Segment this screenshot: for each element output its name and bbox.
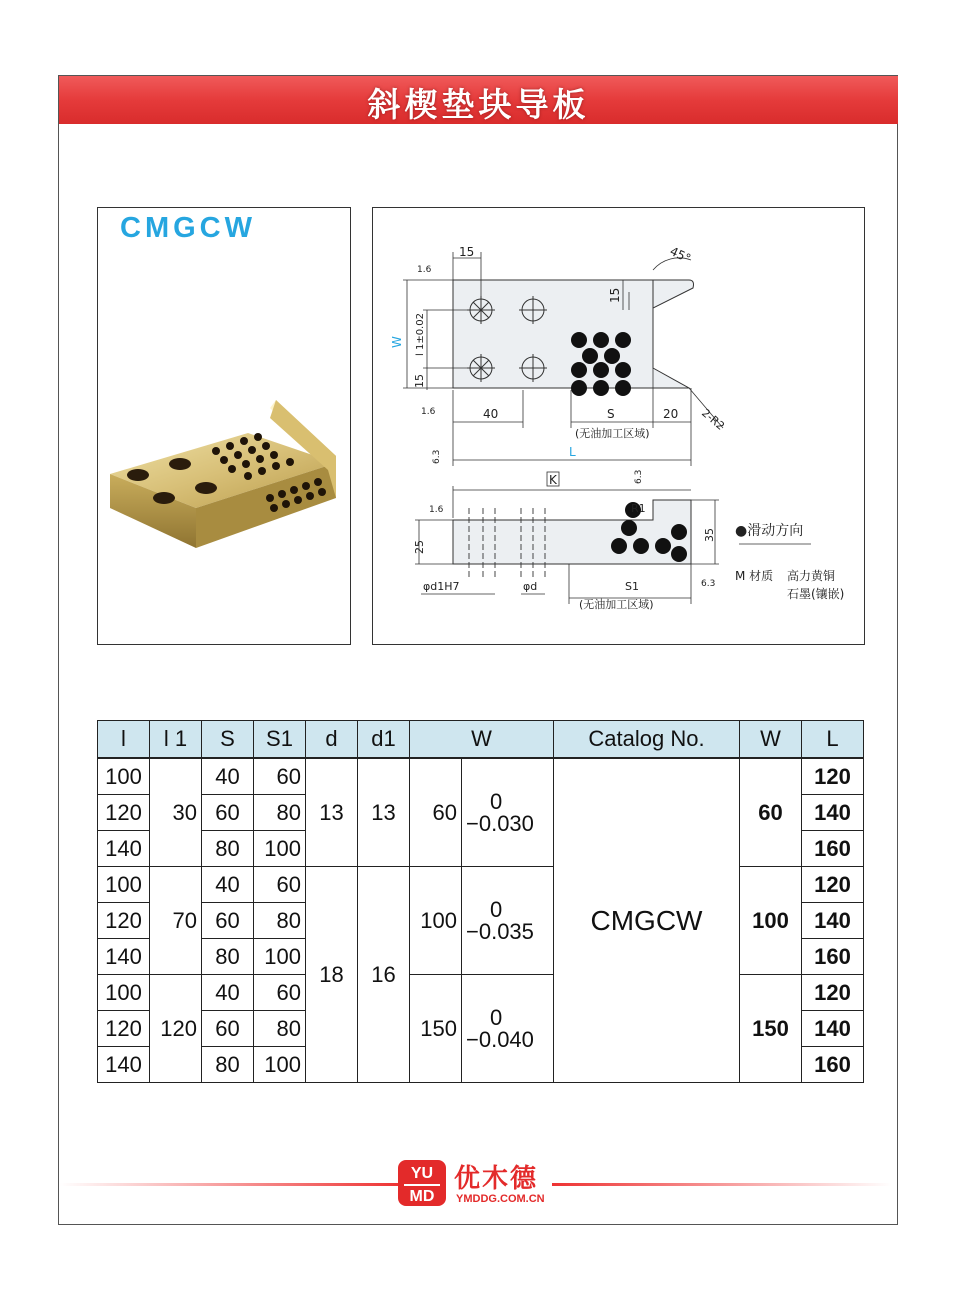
cell-L: 160 — [802, 1047, 864, 1083]
svg-text:L: L — [569, 445, 576, 459]
cell-l: 140 — [98, 1047, 150, 1083]
product-photo — [98, 208, 350, 644]
title-banner — [59, 76, 898, 124]
cell-w: 60 — [410, 758, 462, 867]
col-d: d — [306, 721, 358, 759]
col-s1: S1 — [254, 721, 306, 759]
cell-w: 150 — [410, 975, 462, 1083]
col-d1: d1 — [358, 721, 410, 759]
cell-L: 120 — [802, 867, 864, 903]
col-catalog: Catalog No. — [554, 721, 740, 759]
svg-text:25: 25 — [413, 540, 426, 554]
cell-w-select: 150 — [740, 975, 802, 1083]
svg-text:2-R2: 2-R2 — [699, 406, 728, 433]
svg-text:l 1±0.02: l 1±0.02 — [415, 313, 426, 356]
cell-L: 140 — [802, 795, 864, 831]
cell-s1: 100 — [254, 939, 306, 975]
cell-w-select: 100 — [740, 867, 802, 975]
product-code: CMGCW — [120, 212, 256, 244]
svg-text:15: 15 — [413, 374, 426, 388]
col-w-select: W — [740, 721, 802, 759]
cell-d1: 16 — [358, 867, 410, 1083]
cell-tolerance — [462, 867, 554, 975]
col-w: W — [410, 721, 554, 759]
footer-divider-right — [552, 1183, 892, 1186]
cell-l1: 30 — [150, 758, 202, 867]
brand-name: 优木德 — [454, 1164, 539, 1194]
svg-text:(无油加工区域): (无油加工区域) — [575, 427, 650, 440]
cell-s: 80 — [202, 939, 254, 975]
sliding-direction-label: ●滑动方向 — [735, 523, 804, 539]
svg-text:R1: R1 — [631, 502, 646, 515]
cell-w: 100 — [410, 867, 462, 975]
cell-tolerance — [462, 975, 554, 1083]
svg-text:1.6: 1.6 — [429, 505, 444, 515]
cell-s1: 100 — [254, 831, 306, 867]
brand-url: YMDDG.COM.CN — [456, 1193, 545, 1205]
cell-L: 140 — [802, 1011, 864, 1047]
spec-table — [97, 720, 864, 1083]
svg-text:S1: S1 — [625, 580, 639, 593]
col-L: L — [802, 721, 864, 759]
cell-l: 120 — [98, 795, 150, 831]
svg-text:W: W — [390, 336, 404, 348]
cell-s: 40 — [202, 975, 254, 1011]
cell-s1: 60 — [254, 867, 306, 903]
technical-drawing — [373, 208, 864, 644]
cell-s: 40 — [202, 867, 254, 903]
svg-text:(无油加工区域): (无油加工区域) — [579, 598, 654, 611]
cell-l: 100 — [98, 758, 150, 795]
cell-l: 100 — [98, 867, 150, 903]
page-title: 斜楔垫块导板 — [367, 85, 590, 124]
svg-text:6.3: 6.3 — [634, 469, 644, 484]
tolerance-lower: −0.040 — [466, 1026, 534, 1052]
tolerance-upper: 0 — [490, 1004, 503, 1030]
tolerance-lower: −0.035 — [466, 918, 534, 944]
cell-d: 13 — [306, 758, 358, 867]
col-l: l — [98, 721, 150, 759]
col-l1: l 1 — [150, 721, 202, 759]
product-photo-panel — [97, 207, 351, 645]
table-row — [98, 758, 864, 795]
technical-drawing-panel — [372, 207, 865, 645]
cell-s1: 80 — [254, 903, 306, 939]
svg-text:40: 40 — [483, 407, 499, 421]
svg-text:S: S — [607, 407, 615, 421]
cell-s1: 100 — [254, 1047, 306, 1083]
cell-l: 140 — [98, 939, 150, 975]
tolerance-upper: 0 — [490, 896, 503, 922]
cell-s1: 60 — [254, 758, 306, 795]
cell-w-select: 60 — [740, 758, 802, 867]
cell-s1: 80 — [254, 1011, 306, 1047]
cell-l1: 120 — [150, 975, 202, 1083]
tolerance-lower: −0.030 — [466, 810, 534, 836]
svg-text:1.6: 1.6 — [417, 265, 432, 275]
cell-l: 120 — [98, 1011, 150, 1047]
svg-text:6.3: 6.3 — [432, 449, 442, 464]
cell-d: 18 — [306, 867, 358, 1083]
cell-l: 140 — [98, 831, 150, 867]
badge-bottom: MD — [409, 1188, 435, 1205]
material-label: M 材质 — [735, 569, 774, 583]
cell-L: 120 — [802, 975, 864, 1011]
cell-l: 120 — [98, 903, 150, 939]
svg-text:K: K — [549, 473, 557, 487]
svg-text:45°: 45° — [667, 244, 693, 266]
material-value-2: 石墨(镶嵌) — [787, 587, 845, 601]
cell-s: 80 — [202, 831, 254, 867]
tolerance-upper: 0 — [490, 788, 503, 814]
cell-l1: 70 — [150, 867, 202, 975]
cell-L: 140 — [802, 903, 864, 939]
svg-text:φd: φd — [523, 580, 538, 593]
svg-text:35: 35 — [703, 528, 716, 542]
table-row — [98, 975, 864, 1011]
brand-logo-badge — [398, 1160, 446, 1206]
table-row — [98, 867, 864, 903]
cell-tolerance — [462, 758, 554, 867]
cell-L: 160 — [802, 831, 864, 867]
cell-s1: 80 — [254, 795, 306, 831]
col-s: S — [202, 721, 254, 759]
cell-s: 80 — [202, 1047, 254, 1083]
footer-divider-left — [60, 1183, 400, 1186]
svg-text:20: 20 — [663, 407, 679, 421]
cell-d1: 13 — [358, 758, 410, 867]
svg-text:15: 15 — [459, 245, 475, 259]
svg-text:φd1H7: φd1H7 — [423, 580, 460, 593]
cell-l: 100 — [98, 975, 150, 1011]
cell-s: 60 — [202, 903, 254, 939]
cell-s: 60 — [202, 1011, 254, 1047]
badge-top: YU — [410, 1165, 434, 1182]
cell-s: 60 — [202, 795, 254, 831]
cell-L: 120 — [802, 758, 864, 795]
svg-text:1.6: 1.6 — [421, 407, 436, 417]
cell-L: 160 — [802, 939, 864, 975]
cell-s: 40 — [202, 758, 254, 795]
cell-catalog: CMGCW — [554, 758, 740, 1083]
material-value-1: 高力黄铜 — [787, 569, 836, 583]
cell-s1: 60 — [254, 975, 306, 1011]
svg-text:15: 15 — [608, 287, 622, 303]
svg-text:6.3: 6.3 — [701, 579, 716, 589]
